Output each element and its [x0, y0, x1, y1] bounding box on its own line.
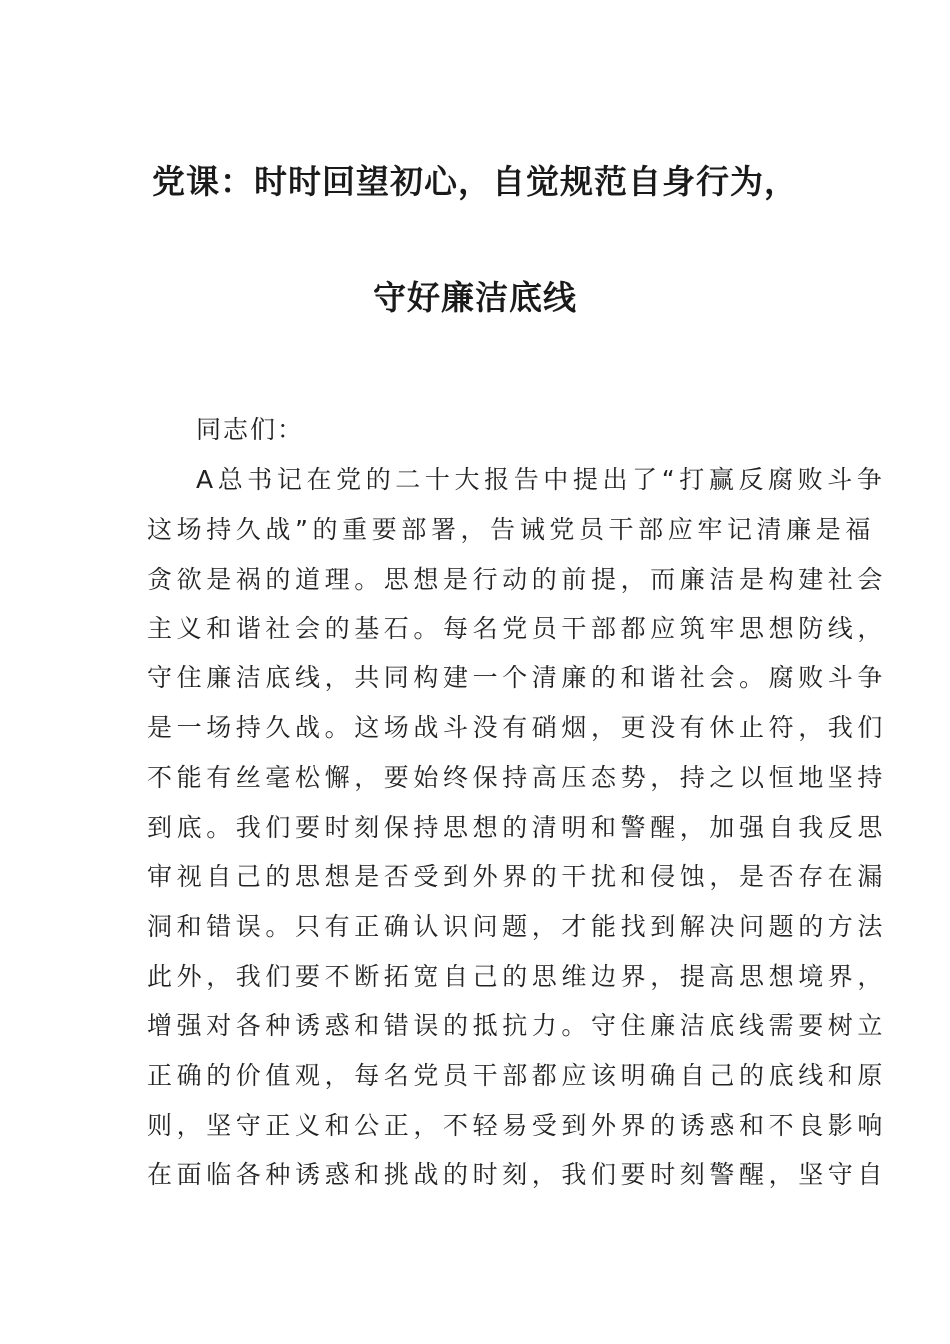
- paragraph-line: 到底。我们要时刻保持思想的清明和警醒，加强自我反思: [147, 813, 888, 842]
- paragraph-line: A总书记在党的二十大报告中提出了“打赢反腐败斗争: [196, 465, 887, 494]
- page-title-line-1: 党课：时时回望初心，自觉规范自身行为，: [152, 162, 798, 201]
- paragraph-line: 增强对各种诱惑和错误的抵抗力。守住廉洁底线需要树立: [147, 1011, 888, 1040]
- paragraph-line: 主义和谐社会的基石。每名党员干部都应筑牢思想防线，: [147, 614, 888, 643]
- paragraph-line: 这场持久战”的重要部署，告诫党员干部应牢记清廉是福: [147, 515, 875, 544]
- paragraph-line: 贪欲是祸的道理。思想是行动的前提，而廉洁是构建社会: [147, 565, 888, 594]
- paragraph-line: 正确的价值观，每名党员干部都应该明确自己的底线和原: [147, 1061, 888, 1090]
- paragraph-line: 是一场持久战。这场战斗没有硝烟，更没有休止符，我们: [147, 713, 888, 742]
- paragraph-line: 在面临各种诱惑和挑战的时刻，我们要时刻警醒，坚守自: [147, 1160, 888, 1189]
- page-title-line-2: 守好廉洁底线: [373, 278, 577, 317]
- paragraph-line: 洞和错误。只有正确认识问题，才能找到解决问题的方法: [147, 912, 888, 941]
- paragraph-line: 不能有丝毫松懈，要始终保持高压态势，持之以恒地坚持: [147, 763, 888, 792]
- paragraph-line: 守住廉洁底线，共同构建一个清廉的和谐社会。腐败斗争: [147, 663, 888, 692]
- paragraph-line: 此外，我们要不断拓宽自己的思维边界，提高思想境界，: [147, 962, 888, 991]
- salutation: 同志们：: [196, 415, 305, 444]
- paragraph-line: 审视自己的思想是否受到外界的干扰和侵蚀，是否存在漏: [147, 862, 888, 891]
- paragraph-line: 则，坚守正义和公正，不轻易受到外界的诱惑和不良影响: [147, 1111, 888, 1140]
